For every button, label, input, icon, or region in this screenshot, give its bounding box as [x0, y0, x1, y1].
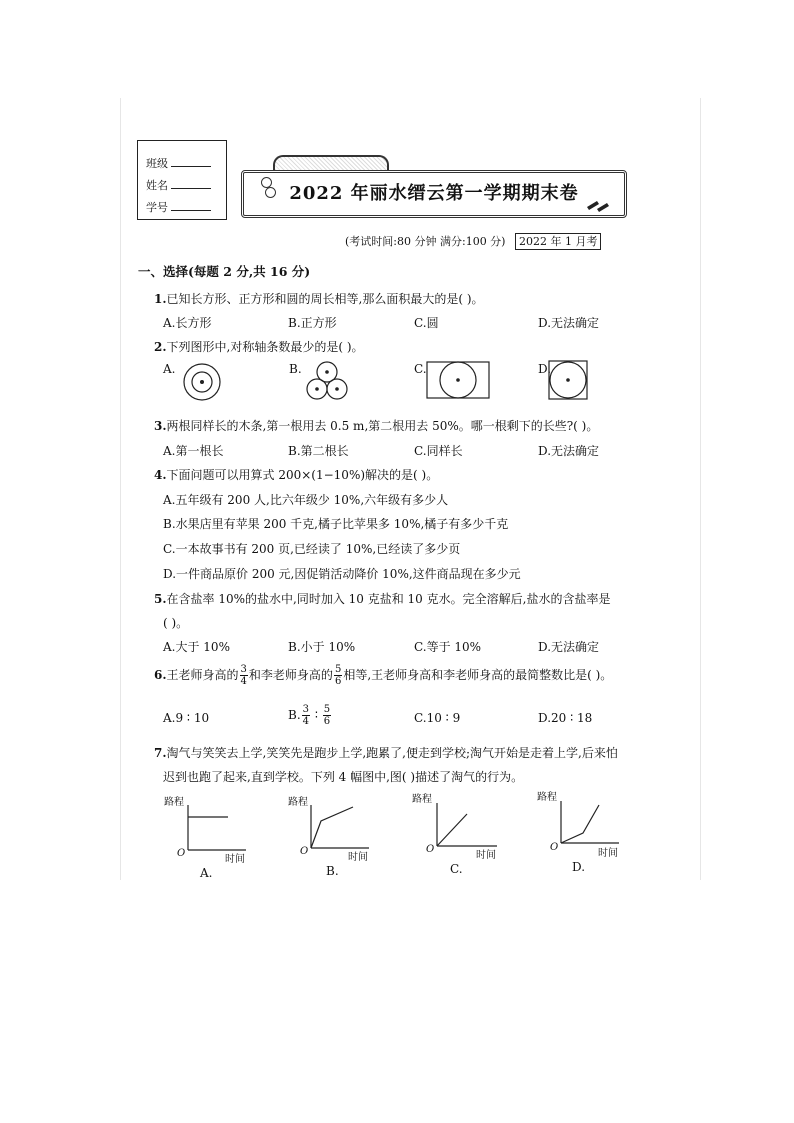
- graph-option-a[interactable]: A.: [200, 866, 213, 880]
- q5-option-c[interactable]: C.等于 10%: [414, 640, 482, 654]
- question-text: 和李老师身高的: [248, 668, 333, 682]
- q1-option-d[interactable]: D.无法确定: [538, 316, 600, 330]
- question-text: 已知长方形、正方形和圆的周长相等,那么面积最大的是( )。: [166, 292, 484, 306]
- q3-option-a[interactable]: A.第一根长: [163, 444, 224, 458]
- graph-b-origin: O: [300, 846, 309, 857]
- q4-option-b[interactable]: B.水果店里有苹果 200 千克,橘子比苹果多 10%,橘子有多少千克: [163, 517, 509, 531]
- question-3: [154, 417, 598, 434]
- fraction: [334, 664, 342, 687]
- name-label: 姓名: [146, 179, 168, 192]
- q6-option-b[interactable]: [288, 704, 332, 727]
- exam-meta: [345, 233, 601, 249]
- fraction-numerator: 3: [302, 704, 310, 715]
- question-number: 3.: [154, 419, 167, 433]
- graph-a-x-label: 时间: [225, 854, 245, 865]
- question-6: [154, 664, 612, 687]
- graph-c-y-label: 路程: [412, 794, 432, 805]
- q1-option-c[interactable]: C.圆: [414, 316, 439, 330]
- concentric-circles-figure: [182, 362, 222, 402]
- fraction-denominator: 6: [334, 676, 342, 687]
- q2-option-d[interactable]: D.: [538, 362, 552, 376]
- q2-option-b[interactable]: B.: [289, 362, 302, 376]
- three-circles-figure: [304, 358, 350, 404]
- q2-option-a[interactable]: A.: [163, 362, 176, 376]
- graph-a-origin: O: [177, 848, 186, 859]
- question-1: [154, 290, 484, 307]
- circle-in-rectangle-figure: [426, 361, 492, 401]
- exam-date: 2022 年 1 月考: [515, 233, 601, 250]
- q4-option-a[interactable]: A.五年级有 200 人,比六年级少 10%,六年级有多少人: [163, 493, 449, 507]
- binder-hole-icon: [265, 187, 276, 198]
- graph-b: [309, 805, 379, 865]
- fraction-numerator: 5: [334, 664, 342, 675]
- class-field[interactable]: [146, 155, 211, 171]
- graph-option-d[interactable]: D.: [572, 860, 586, 874]
- graph-option-b[interactable]: B.: [326, 864, 339, 878]
- q4-option-c[interactable]: C.一本故事书有 200 页,已经读了 10%,已经读了多少页: [163, 542, 461, 556]
- question-number: 7.: [154, 746, 167, 760]
- q6-option-c[interactable]: C.10 ∶ 9: [414, 711, 461, 725]
- question-number: 6.: [154, 668, 167, 682]
- circle-in-square-figure: [548, 360, 590, 402]
- question-5-continuation: ( )。: [163, 616, 189, 630]
- page-title: 2022 年丽水缙云第一学期期末卷: [241, 170, 627, 218]
- graph-a-y-label: 路程: [164, 797, 184, 808]
- graph-d-y-label: 路程: [537, 792, 557, 803]
- question-text: 王老师身高的: [166, 668, 239, 682]
- fraction-numerator: 3: [240, 664, 247, 675]
- graph-d: [559, 801, 629, 861]
- graph-d-origin: O: [550, 842, 559, 853]
- question-number: 5.: [154, 592, 167, 606]
- question-text: 下面问题可以用算式 200×(1−10%)解决的是( )。: [166, 468, 439, 482]
- book-icon: [585, 195, 615, 215]
- question-number: 1.: [154, 292, 167, 306]
- page-edge-right: [700, 98, 701, 880]
- ratio-colon: ∶: [311, 708, 322, 722]
- option-prefix: B.: [288, 708, 301, 722]
- question-text: 淘气与笑笑去上学,笑笑先是跑步上学,跑累了,便走到学校;淘气开始是走着上学,后来怕: [166, 746, 618, 760]
- question-5: [154, 590, 610, 607]
- graph-d-x-label: 时间: [598, 848, 618, 859]
- fraction-denominator: 4: [302, 716, 310, 727]
- fraction-numerator: 5: [323, 704, 331, 715]
- question-7-continuation: 迟到也跑了起来,直到学校。下列 4 幅图中,图( )描述了淘气的行为。: [163, 770, 524, 784]
- question-text: 相等,王老师身高和李老师身高的最简整数比是( )。: [343, 668, 613, 682]
- fraction: [240, 664, 248, 687]
- student-id-field[interactable]: [146, 199, 211, 215]
- student-info-box: [137, 140, 227, 220]
- question-2: [154, 338, 364, 355]
- graph-c-x-label: 时间: [476, 850, 496, 861]
- q4-option-d[interactable]: D.一件商品原价 200 元,因促销活动降价 10%,这件商品现在多少元: [163, 567, 521, 581]
- question-text: 下列图形中,对称轴条数最少的是( )。: [166, 340, 364, 354]
- question-text: 两根同样长的木条,第一根用去 0.5 m,第二根用去 50%。哪一根剩下的长些?( )。: [166, 419, 599, 433]
- question-text: 在含盐率 10%的盐水中,同时加入 10 克盐和 10 克水。完全溶解后,盐水的含盐率是: [166, 592, 611, 606]
- q6-option-d[interactable]: D.20 ∶ 18: [538, 711, 593, 725]
- question-number: 2.: [154, 340, 167, 354]
- graph-c-origin: O: [426, 844, 435, 855]
- graph-b-x-label: 时间: [348, 852, 368, 863]
- page-edge-left: [120, 98, 121, 880]
- question-4: [154, 466, 438, 483]
- question-number: 4.: [154, 468, 167, 482]
- q5-option-d[interactable]: D.无法确定: [538, 640, 600, 654]
- fraction: [302, 704, 310, 727]
- q5-option-b[interactable]: B.小于 10%: [288, 640, 356, 654]
- student-id-label: 学号: [146, 201, 168, 214]
- fraction-denominator: 6: [323, 716, 331, 727]
- graph-a: [186, 805, 256, 865]
- q3-option-c[interactable]: C.同样长: [414, 444, 463, 458]
- q2-option-c[interactable]: C.: [414, 362, 427, 376]
- section-title: 一、选择(每题 2 分,共 16 分): [138, 264, 311, 279]
- fraction-denominator: 4: [240, 676, 247, 687]
- q1-option-b[interactable]: B.正方形: [288, 316, 337, 330]
- q1-option-a[interactable]: A.长方形: [163, 316, 212, 330]
- exam-info: (考试时间:80 分钟 满分:100 分): [345, 235, 506, 248]
- q6-option-a[interactable]: A.9 ∶ 10: [163, 711, 210, 725]
- q3-option-b[interactable]: B.第二根长: [288, 444, 349, 458]
- class-label: 班级: [146, 157, 168, 170]
- graph-option-c[interactable]: C.: [450, 862, 463, 876]
- title-banner: [237, 155, 627, 217]
- graph-b-y-label: 路程: [288, 797, 308, 808]
- fraction: [323, 704, 331, 727]
- name-field[interactable]: [146, 177, 211, 193]
- question-7: [154, 744, 618, 761]
- q3-option-d[interactable]: D.无法确定: [538, 444, 600, 458]
- q5-option-a[interactable]: A.大于 10%: [163, 640, 230, 654]
